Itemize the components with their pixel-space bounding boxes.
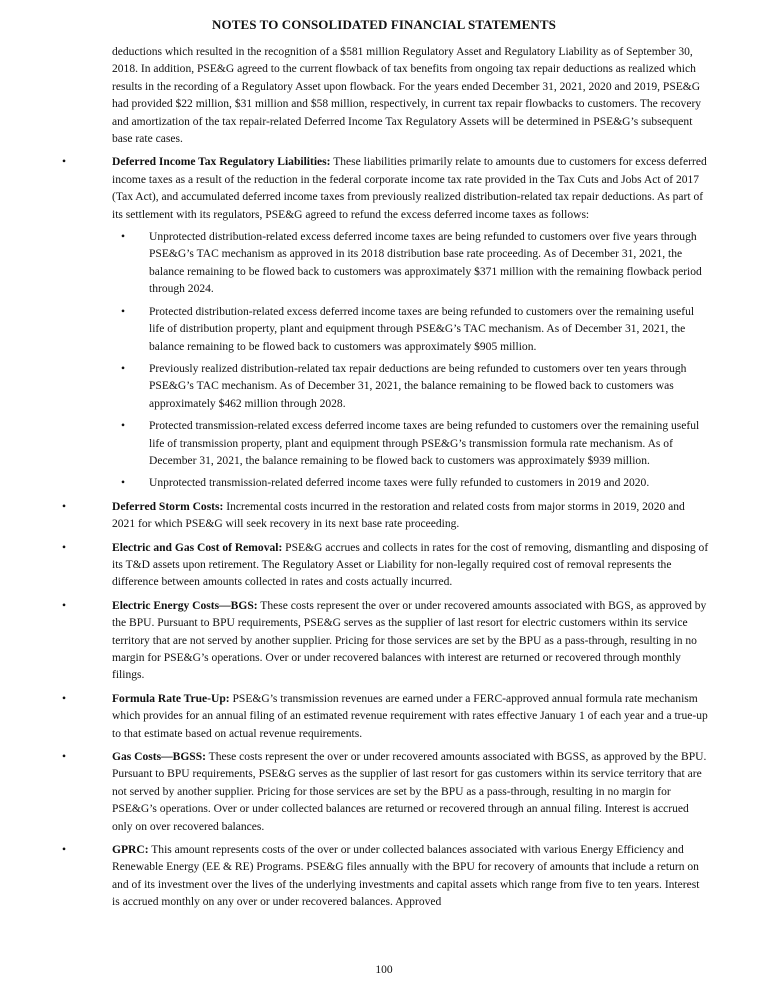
sub-bullet-marker: • [121, 305, 126, 318]
bullet-paragraph [112, 499, 710, 534]
bullet-paragraph [112, 749, 710, 836]
sub-bullet-marker: • [121, 477, 126, 490]
bullet-term: Electric Energy Costs—BGS: [112, 599, 258, 612]
bullet-term: Electric and Gas Cost of Removal: [112, 541, 283, 554]
bullet-text: These costs represent the over or under recovered amounts associated with BGS, as approved by the BPU. Pursuant to BPU requirements, PSE&G serves as the supplier of last resort for electric customers within its service territory that are not served by another supplier. Pricing for those services are set by the BPU as a pass-through, resulting in no margin for PSE&G’s operations. Over or under recovered balances with interest are returned or recovered through monthly filings. [112, 599, 707, 682]
sub-bullet-marker: • [121, 362, 126, 375]
sub-item-text: Protected distribution-related excess deferred income taxes are being refunded to customers over the remaining useful life of distribution property, plant and equipment through PSE&G’s TAC mechanism. As of December 31, 2021, the balance remaining to be flowed back to customers was approximately $905 million. [149, 305, 695, 353]
bullet-deferred-storm-costs [62, 499, 710, 534]
bullet-term: Deferred Income Tax Regulatory Liabilities: [112, 156, 331, 169]
sub-list-item [121, 418, 710, 470]
bullet-deferred-income-tax-regulatory-liabilities [62, 154, 710, 492]
bullet-marker: • [62, 751, 67, 764]
bullet-paragraph [112, 598, 710, 685]
bullet-paragraph [112, 842, 710, 912]
sub-list-item [121, 361, 710, 413]
sub-item-text: Previously realized distribution-related tax repair deductions are being refunded to customers over ten years through PSE&G’s TAC mechanism. As of December 31, 2021, the balance remaining to be flowed back to customers was approximately $462 million through 2028. [149, 362, 687, 410]
bullet-marker: • [62, 500, 67, 513]
bullet-text: These costs represent the over or under recovered amounts associated with BGSS, as approved by the BPU. Pursuant to BPU requirements, PSE&G serves as the supplier of last resort for gas customers within its service territory that are not served by another supplier. Pricing for those services are set by the BPU as a pass-through, resulting in no margin for PSE&G’s operations. Over or under collected balances are returned or recovered through an annual filing. Interest is accrued only on over recovered balances. [112, 751, 707, 833]
bullet-marker: • [62, 156, 67, 169]
sub-item-text: Unprotected distribution-related excess deferred income taxes are being refunded to customers over five years through PSE&G’s TAC mechanism as approved in its 2018 distribution base rate proceeding. As of December 31, 2021, the balance remaining to be flowed back to customers was approximately $371 million with the remaining flowback period through 2024. [149, 231, 702, 296]
bullet-marker: • [62, 541, 67, 554]
sub-bullet-marker: • [121, 231, 126, 244]
sub-list-item [121, 229, 710, 299]
bullet-term: GPRC: [112, 844, 149, 857]
intro-paragraph: deductions which resulted in the recognition of a $581 million Regulatory Asset and Regulatory Liability as of September 30, 2018. In addition, PSE&G agreed to the current flowback of tax benefits from ongoing tax repair deductions as realized which results in the recording of a Regulatory Asset upon flowback. For the years ended December 31, 2021, 2020 and 2019, PSE&G had provided $22 million, $31 million and $58 million, respectively, in current tax repair flowbacks to customers. The recovery and amortization of the tax repair-related Deferred Income Tax Regulatory Assets will be determined in PSE&G’s subsequent base rate cases. [112, 46, 702, 146]
sub-list-item [121, 304, 710, 356]
bullet-formula-rate-true-up [62, 691, 710, 743]
sub-item-text: Unprotected transmission-related deferred income taxes were fully refunded to customers in 2019 and 2020. [149, 477, 650, 490]
bullet-term: Formula Rate True-Up: [112, 692, 230, 705]
sub-list-item [121, 475, 710, 492]
bullet-electric-energy-costs-bgs [62, 598, 710, 685]
bullet-paragraph [112, 691, 710, 743]
notes-body [62, 44, 710, 912]
bullet-text: PSE&G accrues and collects in rates for the cost of removing, dismantling and disposing of its T&D assets upon retirement. The Regulatory Asset or Liability for non-legally required cost of removal represents the difference between amounts collected in rates and costs actually incurred. [112, 541, 709, 589]
page-title: NOTES TO CONSOLIDATED FINANCIAL STATEMENTS [212, 17, 556, 32]
bullet-gprc [62, 842, 710, 912]
sub-item-text: Protected transmission-related excess deferred income taxes are being refunded to customers over the remaining useful life of transmission property, plant and equipment through PSE&G’s transmission formula rate mechanism. As of December 31, 2021, the balance remaining to be flowed back to customers was approximately $939 million. [149, 420, 700, 467]
bullet-marker: • [62, 599, 67, 612]
bullet-electric-and-gas-cost-of-removal [62, 540, 710, 592]
bullet-term: Gas Costs—BGSS: [112, 751, 206, 764]
page-number: 100 [375, 964, 393, 976]
bullet-paragraph [112, 540, 710, 592]
bullet-text: PSE&G’s transmission revenues are earned under a FERC-approved annual formula rate mechanism which provides for an annual filing of an estimated revenue requirement with rates effective January 1 of each year and a true-up to that estimate based on actual revenue requirements. [112, 692, 708, 740]
bullet-marker: • [62, 692, 67, 705]
bullet-text: Incremental costs incurred in the restoration and related costs from major storms in 2019, 2020 and 2021 for which PSE&G will seek recovery in its next base rate proceeding. [112, 500, 685, 531]
bullet-text: These liabilities primarily relate to amounts due to customers for excess deferred income taxes as a result of the reduction in the federal corporate income tax rate provided in the Tax Cuts and Jobs Act of 2017 (Tax Act), and accumulated deferred income taxes from previously realized distribution-related tax repair deductions. As part of its settlement with its regulators, PSE&G agreed to refund the excess deferred income taxes as follows: [112, 156, 707, 221]
bullet-term: Deferred Storm Costs: [112, 500, 224, 513]
bullet-marker: • [62, 844, 67, 857]
bullet-paragraph [112, 154, 710, 224]
sub-bullet-marker: • [121, 420, 126, 433]
bullet-gas-costs-bgss [62, 749, 710, 836]
bullet-text: This amount represents costs of the over or under collected balances associated with various Energy Efficiency and Renewable Energy (EE & RE) Programs. PSE&G files annually with the BPU for recovery of amounts that include a return on and of its investment over the lives of the underlying investments and capital assets which range from five to ten years. Interest is accrued monthly on any over or under recovered balances. Approved [112, 844, 700, 909]
sub-list [112, 229, 710, 493]
